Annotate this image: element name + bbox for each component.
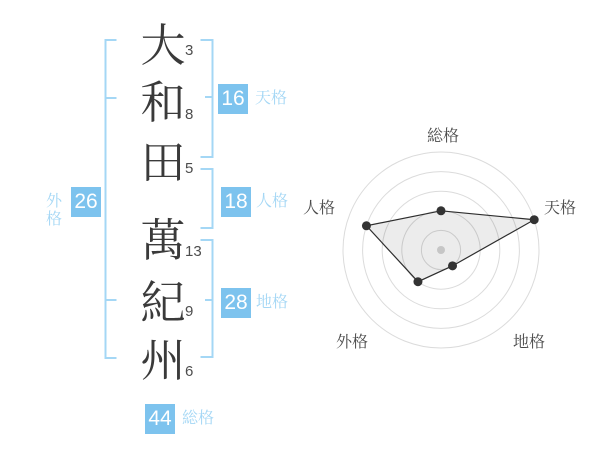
gaikaku-value-badge: 26 [71, 187, 101, 217]
gaikaku-label: 外格 [45, 193, 62, 228]
stroke-count-2: 8 [185, 106, 194, 123]
stroke-count-1: 3 [185, 42, 194, 59]
chikaku-value-badge: 28 [221, 288, 251, 318]
jinkaku-label: 人格 [256, 193, 289, 210]
jinkaku-value-badge: 18 [221, 187, 251, 217]
chikaku-label: 地格 [256, 294, 289, 311]
radar-axis-label: 天格 [543, 200, 577, 217]
stroke-count-4: 13 [185, 243, 202, 260]
radar-axis-label: 地格 [512, 334, 546, 351]
soukaku-value-badge: 44 [145, 404, 175, 434]
name-char-2: 和 [140, 77, 186, 128]
radar-point [530, 215, 539, 224]
radar-axis-label: 人格 [302, 200, 336, 217]
radar-axis-label: 総格 [426, 128, 460, 145]
name-char-5: 紀 [140, 277, 186, 328]
radar-axis-label: 外格 [335, 334, 369, 351]
name-char-4: 萬 [140, 215, 186, 266]
stroke-count-6: 6 [185, 363, 194, 380]
radar-polygon [366, 211, 534, 282]
soukaku-label: 総格 [182, 410, 215, 427]
radar-point [413, 277, 422, 286]
tenkaku-value-badge: 16 [218, 84, 248, 114]
stroke-count-5: 9 [185, 303, 194, 320]
radar-point [448, 261, 457, 270]
name-char-6: 州 [140, 335, 186, 386]
radar-point [362, 221, 371, 230]
radar-point [437, 206, 446, 215]
name-char-3: 田 [140, 137, 186, 188]
radar-center-dot [437, 246, 445, 254]
stroke-count-3: 5 [185, 160, 194, 177]
tenkaku-label: 天格 [255, 90, 288, 107]
name-char-1: 大 [140, 20, 186, 71]
